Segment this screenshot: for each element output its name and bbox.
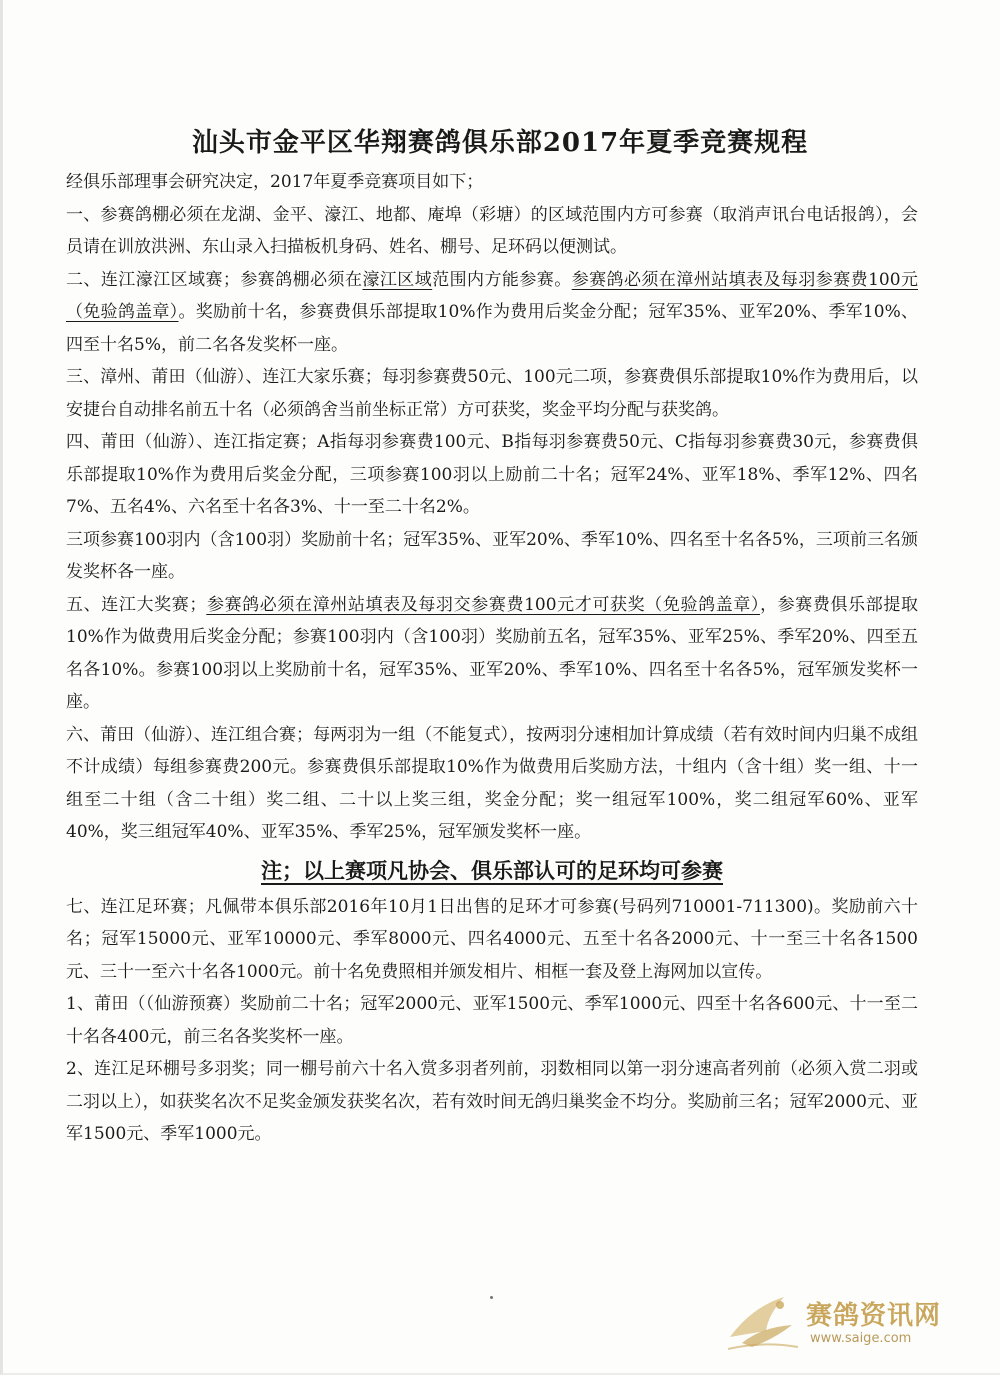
note-heading <box>66 853 918 889</box>
rule-5-lead: 五、连江大奖赛； <box>66 594 207 615</box>
rule-5-underlined: 参赛鸽必须在漳州站填表及每羽交参赛费100元才可获奖（免验鸽盖章） <box>206 594 761 615</box>
rule-2-region: 濠江区域 <box>362 269 433 290</box>
rule-6: 六、莆田（仙游）、连江组合赛；每两羽为一组（不能复式），按两羽分速相加计算成绩（若有效时间内归巢不成组不计成绩）每组参赛费200元。参赛费俱乐部提取10%作为做费用后奖励方法，十组内（含十组）奖一组、十一组至二十组（含二十组）奖二组、二十以上奖三组，奖金分配；奖一组冠军100%，奖二组冠军60%、亚军40%，奖三组冠军40%、亚军35%、季军25%，冠军颁发奖杯一座。 <box>66 724 918 842</box>
rule-4 <box>66 426 918 524</box>
rule-4-lead: 四、莆田（仙游）、连江指定赛； <box>66 432 318 452</box>
watermark-name: 赛鸽资讯网 <box>806 1301 942 1331</box>
rule-7: 七、连江足环赛；凡佩带本俱乐部2016年10月1日出售的足环才可参赛(号码列710001-711300)。奖励前六十名；冠军15000元、亚军10000元、季军8000元、四名4000元、五至十名各2000元、十一至三十名各1500元、三十一至六十名各1000元。前十名免费照相并颁发相片、相框一套及登上海网加以宣传。 <box>66 896 918 982</box>
watermark <box>722 1287 962 1357</box>
rule-2-tail: 。奖励前十名，参赛费俱乐部提取10%作为费用后奖金分配；冠军35%、亚军20%、季军10%、四至十名5%，前二名各发奖杯一座。 <box>66 302 919 355</box>
watermark-url: www.saige.com <box>810 1331 912 1346</box>
note-text: 注；以上赛项凡协会、俱乐部认可的足环均可参赛 <box>261 857 723 883</box>
scan-speck <box>490 1296 493 1299</box>
rule-2 <box>66 264 918 362</box>
rule-2-underlined: 参赛鸽必须在漳州站填表及每羽参赛费100元（免验鸽盖章） <box>66 269 919 322</box>
saige-logo-icon <box>722 1287 802 1357</box>
rule-4-body: A指每羽参赛费100元、B指每羽参赛费50元、C指每羽参赛费30元，参赛费俱乐部提取10%作为费用后奖金分配，三项参赛100羽以上励前二十名；冠军24%、亚军18%、季军12%、四名7%、五名4%、六名至十名各3%、十一至二十名2%。 <box>66 432 918 517</box>
sub-rule-2: 2、连江足环棚号多羽奖；同一棚号前六十名入赏多羽者列前，羽数相同以第一羽分速高者列前（必须入赏二羽或二羽以上），如获奖名次不足奖金颁发获奖名次，若有效时间无鸽归巢奖金不均分。奖励前三名；冠军2000元、亚军1500元、季军1000元。 <box>66 1059 918 1144</box>
sub-rule-1: 1、莆田（（仙游预赛）奖励前二十名；冠军2000元、亚军1500元、季军1000元、四至十名各600元、十一至二十名各400元，前三名各奖奖杯一座。 <box>66 994 918 1047</box>
rule-2-mid: 范围内方能参赛。 <box>432 269 572 290</box>
intro-paragraph: 经俱乐部理事会研究决定，2017年夏季竞赛项目如下； <box>66 172 484 192</box>
document-body <box>66 166 918 1151</box>
rule-2-lead: 二、连江濠江区域赛；参赛鸽棚必须在 <box>66 269 363 290</box>
rule-4-continued: 三项参赛100羽内（含100羽）奖励前十名；冠军35%、亚军20%、季军10%、四名至十名各5%，三项前三名颁发奖杯各一座。 <box>66 529 918 582</box>
rule-1: 一、参赛鸽棚必须在龙湖、金平、濠江、地都、庵埠（彩塘）的区域范围内方可参赛（取消声讯台电话报鸽），会员请在训放洪洲、东山录入扫描板机身码、姓名、棚号、足环码以便测试。 <box>66 204 918 257</box>
document-title: 汕头市金平区华翔赛鸽俱乐部2017年夏季竞赛规程 <box>191 128 809 158</box>
rule-3: 三、漳州、莆田（仙游）、连江大家乐赛；每羽参赛费50元、100元二项，参赛费俱乐部提取10%作为费用后，以安捷台自动排名前五十名（必须鸽舍当前坐标正常）方可获奖，奖金平均分配与获奖鸽。 <box>66 367 918 420</box>
rule-5-tail: ，参赛费俱乐部提取10%作为做费用后奖金分配；参赛100羽内（含100羽）奖励前五名，冠军35%、亚军25%、季军20%、四至五名各10%。参赛100羽以上奖励前十名，冠军35%、亚军20%、季军10%、四名至十名各5%，冠军颁发奖杯一座。 <box>66 594 919 712</box>
rule-5 <box>66 589 918 719</box>
